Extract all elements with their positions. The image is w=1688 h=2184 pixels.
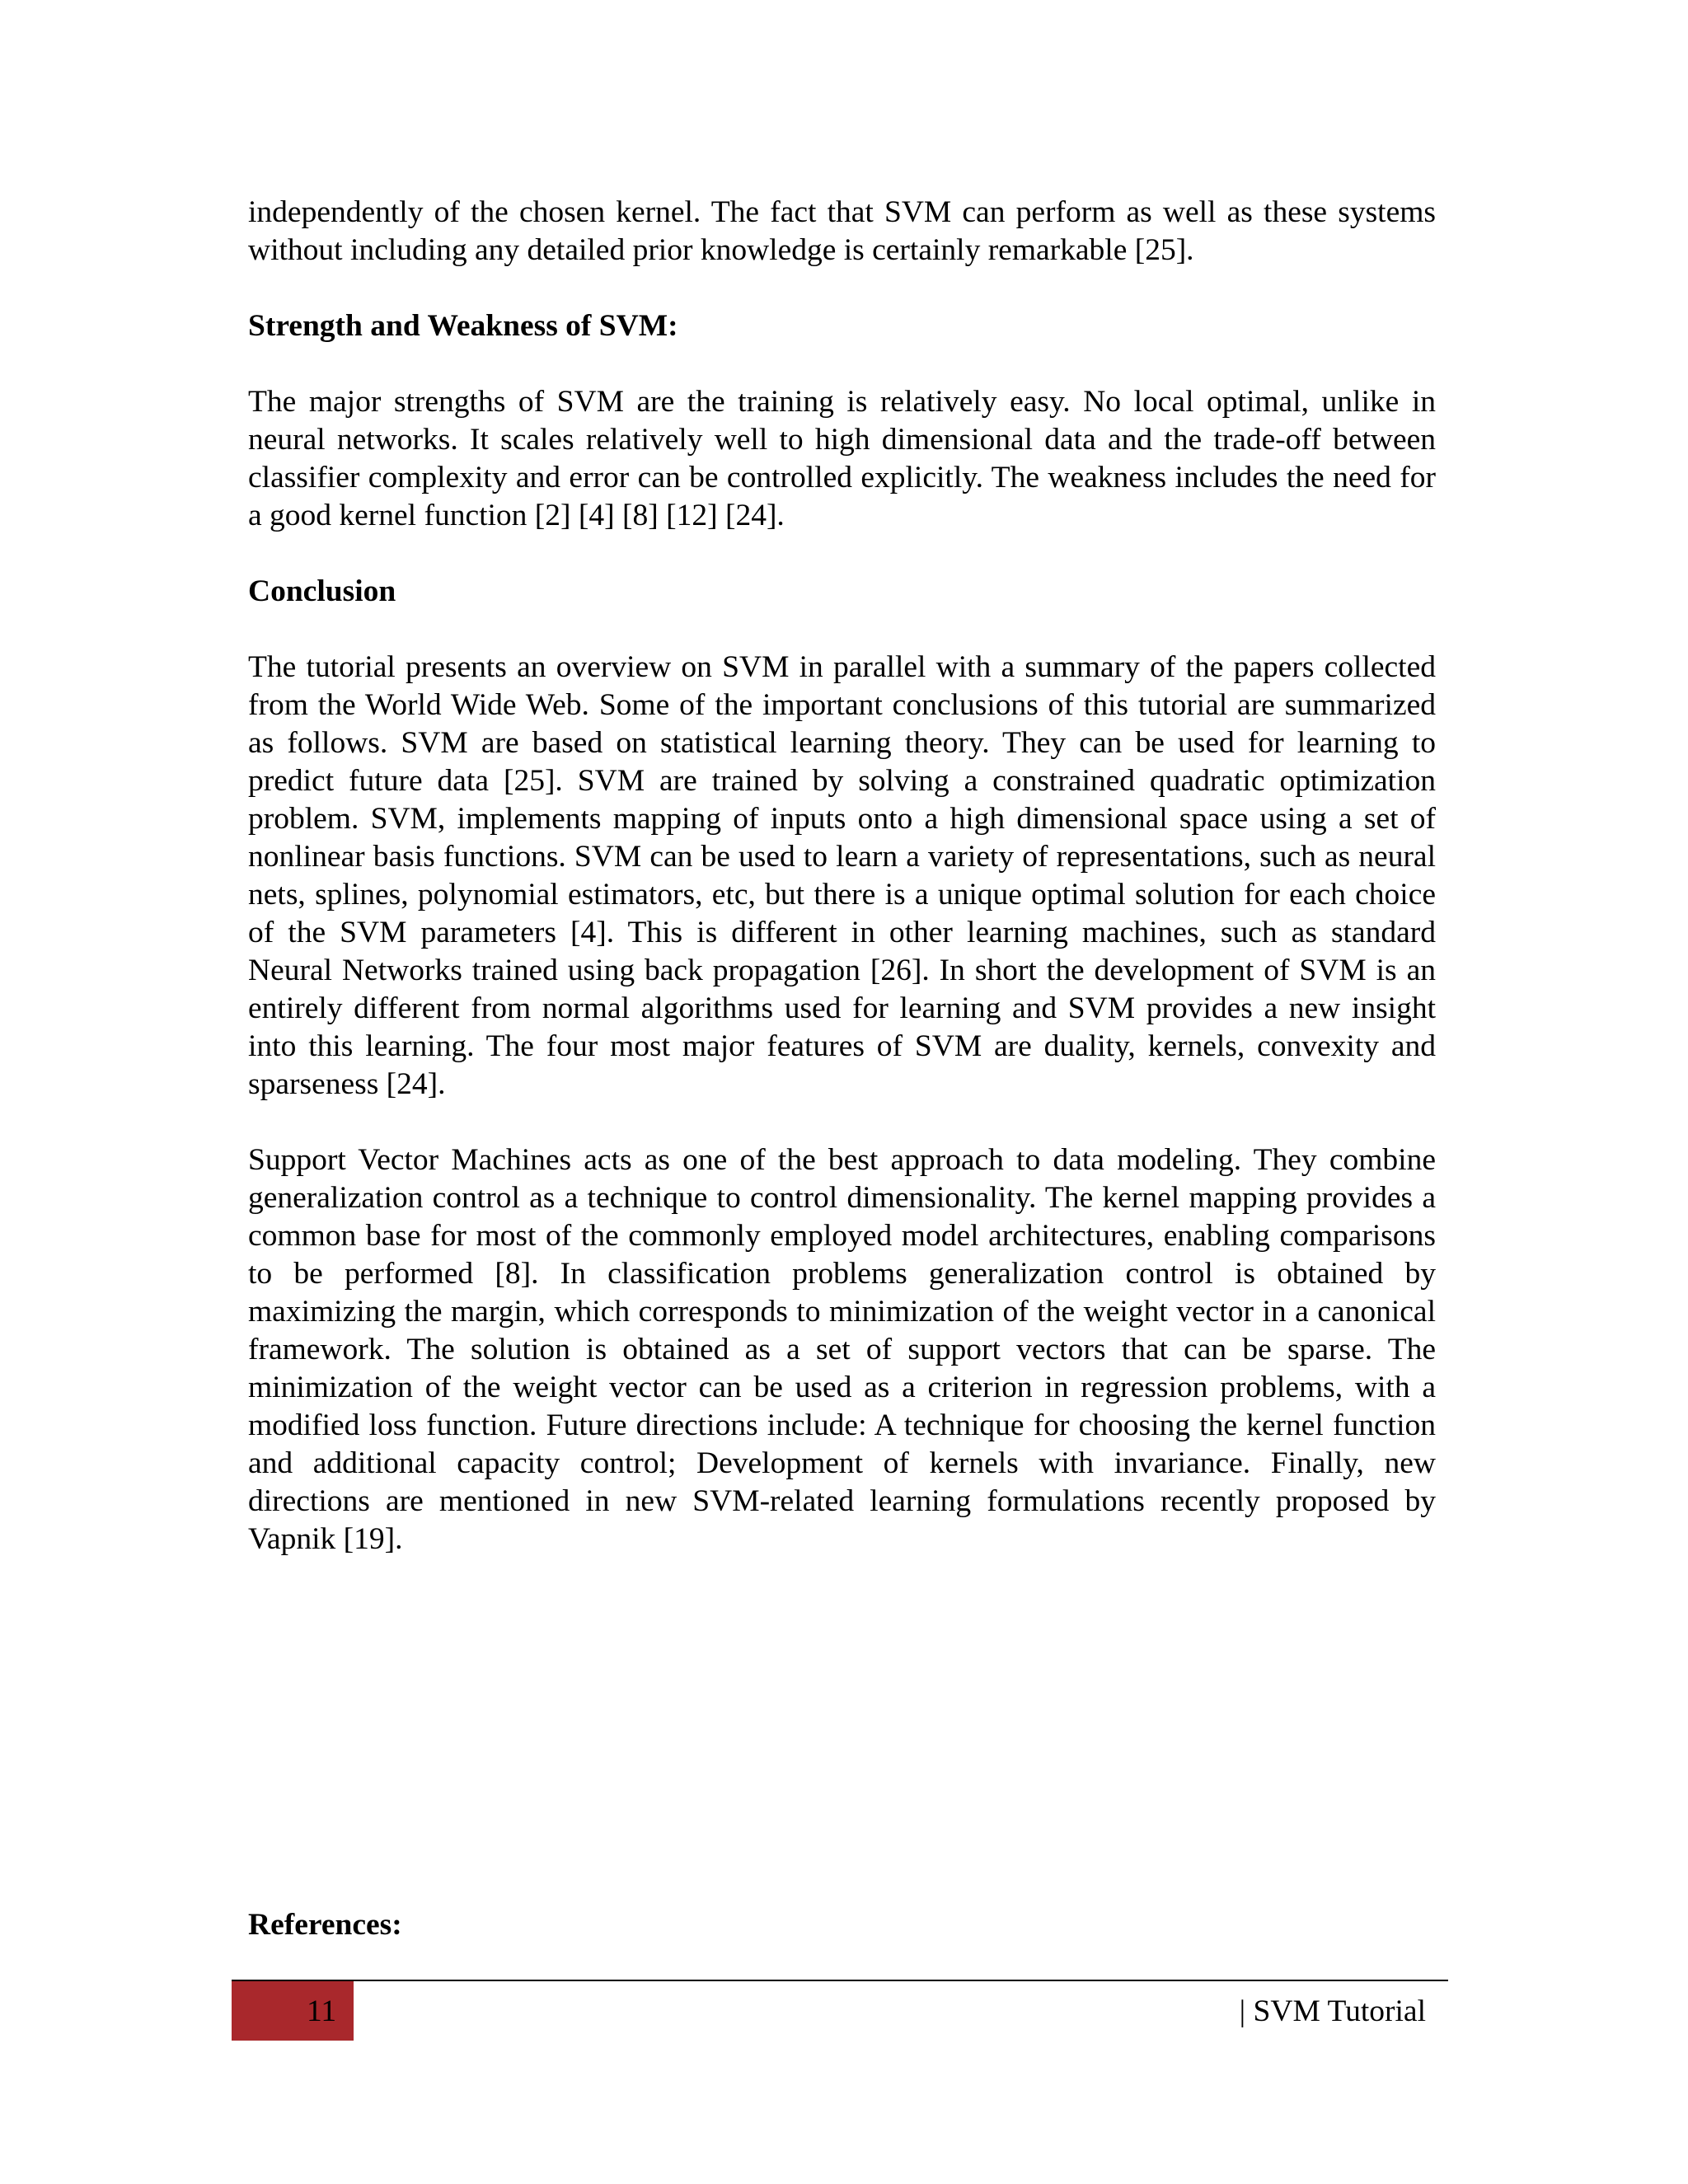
- spacer: [248, 535, 1436, 573]
- spacer: [248, 611, 1436, 649]
- section-heading-conclusion: Conclusion: [248, 574, 396, 608]
- spacer: [248, 345, 1436, 383]
- page-number: 11: [307, 1994, 337, 2028]
- conclusion-paragraph-2: Support Vector Machines acts as one of the best approach to data modeling. They combine generalization control as a technique to control dimensionality. The kernel mapping provides a common base for most of the commonly employed model architectures, enabling comparisons to be performed [8]. In classification problems generalization control is obtained by maximizing the margin, which corresponds to minimization of the weight vector in a canonical framework. The solution is obtained as a set of support vectors that can be sparse. The minimization of the weight vector can be used as a criterion in regression problems, with a modified loss function. Future directions include: A technique for choosing the kernel function and additional capacity control; Development of kernels with invariance. Finally, new directions are mentioned in new SVM-related learning formulations recently proposed by Vapnik [19].: [248, 1143, 1436, 1556]
- spacer: [248, 1104, 1436, 1141]
- conclusion-paragraph-1: The tutorial presents an overview on SVM in parallel with a summary of the papers collected from the World Wide Web. Some of the important conclusions of this tutorial are summarized as follows. SVM are based on statistical learning theory. They can be used for learning to predict future data [25]. SVM are trained by solving a constrained quadratic optimization problem. SVM, implements mapping of inputs onto a high dimensional space using a set of nonlinear basis functions. SVM can be used to learn a variety of representations, such as neural nets, splines, polynomial estimators, etc, but there is a unique optimal solution for each choice of the SVM parameters [4]. This is different in other learning machines, such as standard Neural Networks trained using back propagation [26]. In short the development of SVM is an entirely different from normal algorithms used for learning and SVM provides a new insight into this learning. The four most major features of SVM are duality, kernels, convexity and sparseness [24].: [248, 650, 1436, 1101]
- footer-divider: [232, 1980, 1448, 1981]
- intro-paragraph: independently of the chosen kernel. The fact that SVM can perform as well as these systems without including any detailed prior knowledge is certainly remarkable [25].: [248, 195, 1436, 267]
- section-heading-strength-weakness: Strength and Weakness of SVM:: [248, 309, 678, 343]
- spacer: [248, 269, 1436, 307]
- page-body: [248, 194, 1436, 1558]
- running-title: | SVM Tutorial: [1239, 1994, 1426, 2028]
- strength-weakness-paragraph: The major strengths of SVM are the training is relatively easy. No local optimal, unlike in neural networks. It scales relatively well to high dimensional data and the trade-off between classifier complexity and error can be controlled explicitly. The weakness includes the need for a good kernel function [2] [4] [8] [12] [24].: [248, 385, 1436, 532]
- section-heading-references: References:: [248, 1908, 402, 1942]
